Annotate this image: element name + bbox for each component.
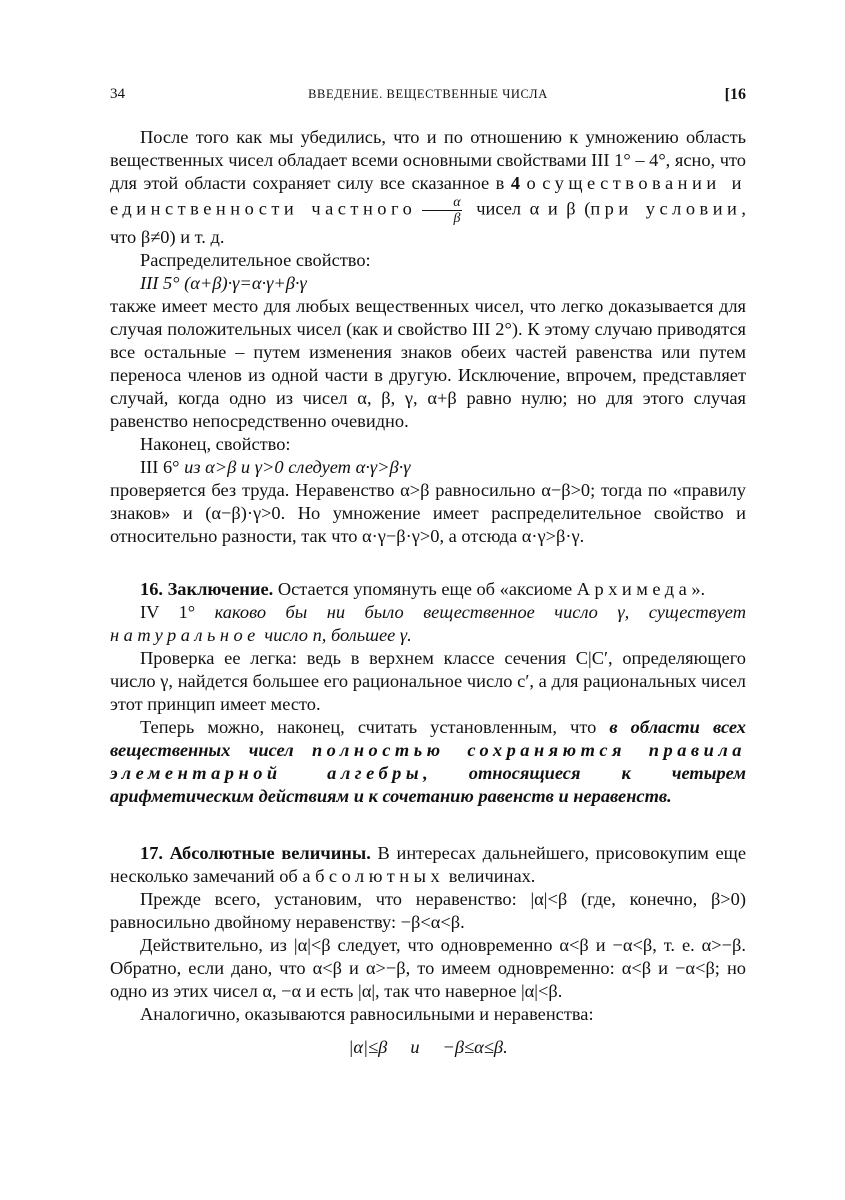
paragraph-distributive: также имеет место для любых вещественных чисел, что легко доказывается для случая положительных чисел (как и свойство III 2°). К этому случаю приводятся все остальные – путем изменения знаков обеих частей равенства или путем переноса членов из одной части в другую. Исключение, впрочем, представляет случай, когда одно из чисел α, β, γ, α+β равно нулю; но для этого случая равенство непосредственно очевидно. bbox=[110, 296, 746, 431]
paragraph-abs-2: Действительно, из |α|<β следует, что одновременно α<β и −α<β, т. е. α>−β. Обратно, если дано, что α<β и α>−β, то имеем одновременно: α<β и −α<β; но одно из этих чисел α, −α и есть |α|, так что наверное |α|<β. bbox=[110, 935, 746, 1001]
formula-property6: III 6° из α>β и γ>0 следует α·γ>β·γ bbox=[140, 457, 411, 477]
section-16-intro: 16. Заключение. Остается упомянуть еще об «аксиоме Архимеда». bbox=[140, 579, 706, 599]
paragraph-abs-1: Прежде всего, установим, что неравенство: |α|<β (где, конечно, β>0) равносильно двойному неравенству: −β<α<β. bbox=[110, 889, 746, 932]
formula-abs-final: |α|≤β и −β≤α≤β. bbox=[348, 1037, 508, 1057]
axiom-archimedes: IV 1° каково бы ни было вещественное число γ, существует натуральное число n, большее γ. bbox=[110, 602, 746, 645]
paragraph-proof: Проверка ее легка: ведь в верхнем классе сечения C|C′, определяющего число γ, найдется большее его рациональное число c′, а для рациональных чисел этот принцип имеет место. bbox=[110, 648, 746, 714]
section-marker: [16 bbox=[724, 86, 746, 103]
paragraph-conclusion: Теперь можно, наконец, считать установленным, что в области всех вещественных чисел полностью сохраняются правила элементарной алгебры, относящиеся к четырем арифметическим действиям и к сочетанию равенств и неравенств. bbox=[110, 717, 747, 806]
paragraph-abs-3: Аналогично, оказываются равносильными и неравенства: bbox=[140, 1004, 594, 1024]
paragraph-property6: проверяется без труда. Неравенство α>β равносильно α−β>0; тогда по «правилу знаков» и (α−β)·γ>0. Но умножение имеет распределительное свойство и относительно разности, так что α·γ−β·γ>0, а отсюда α·γ>β·γ. bbox=[110, 480, 746, 546]
paragraph-intro: После того как мы убедились, что и по отношению к умножению область вещественных чисел обладает всеми основными свойствами III 1° – 4°, ясно, что для этой области сохраняет силу все сказанное в 4 о существовании и единственности частного $\frac{\alpha}{\beta}$ чисел α и β (при условии, что β≠0) и т. д. bbox=[110, 127, 747, 247]
fraction-alpha-beta: $\frac{\alpha}{\beta}$ bbox=[422, 195, 461, 226]
page-body bbox=[110, 126, 746, 1059]
running-title: ВВЕДЕНИЕ. ВЕЩЕСТВЕННЫЕ ЧИСЛА bbox=[308, 87, 548, 101]
distributive-label: Распределительное свойство: bbox=[140, 250, 371, 270]
section-16-heading: 16. Заключение. bbox=[140, 579, 274, 599]
section-17-heading: 17. Абсолютные величины. bbox=[140, 843, 371, 863]
section-17-intro: 17. Абсолютные величины. В интересах дальнейшего, присовокупим еще несколько замечаний об абсолютных величинах. bbox=[110, 843, 746, 886]
page-number: 34 bbox=[110, 86, 125, 102]
formula-distributive: III 5° (α+β)·γ=α·γ+β·γ bbox=[140, 273, 307, 293]
property6-label: Наконец, свойство: bbox=[140, 434, 291, 454]
running-header bbox=[110, 86, 746, 110]
